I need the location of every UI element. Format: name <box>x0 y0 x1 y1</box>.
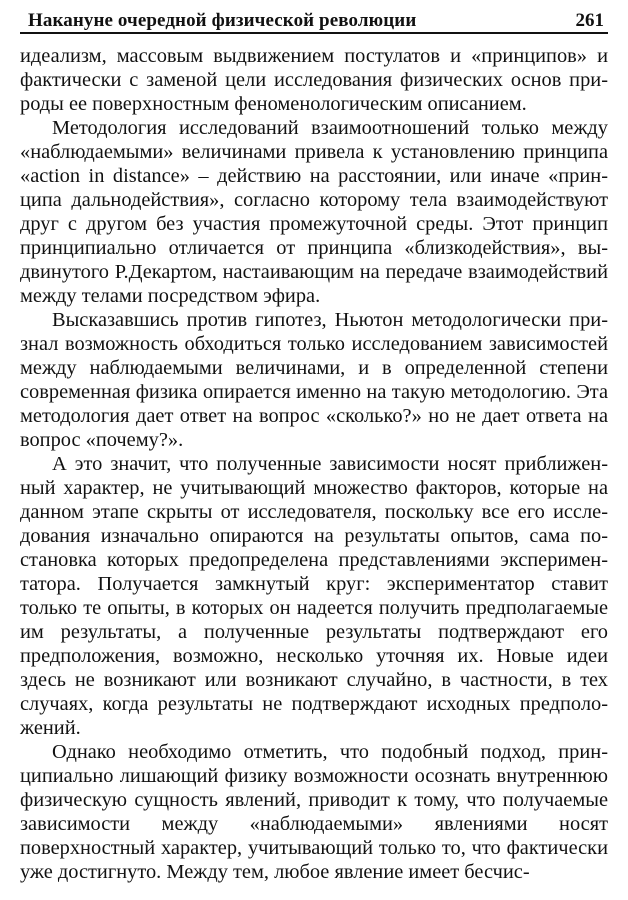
paragraph-continued: идеализм, массовым выдвижением постулатов и «принципов» и фактически с заменой цели исследования физических основ природы ее поверхностным феноменологическим описанием. <box>20 45 608 115</box>
paragraph: Однако необходимо отметить, что подобный подход, принципиально лишающий физику возможности осознать внутреннюю физическую сущность явлений, приводит к тому, что получаемые зависимости между «наблюдаемыми» явлениями носят поверхностный характер, учитывающий только то, что фактически уже достигнуто. Между тем, любое явление имеет бесчис- <box>20 741 608 883</box>
running-title: Накануне очередной физической революции <box>28 10 417 31</box>
paragraph: Методология исследований взаимоотношений только между «наблюдаемыми» величинами привела к установлению принципа «action in distance» – действию на расстоянии, или иначе «принципа дальнодействия», согласно которому тела взаимодействуют друг с другом без участия промежуточной среды. Этот принцип принципиально отличается от принципа «близкодействия», выдвинутого Р.Декартом, настаивающим на передаче взаимодействий между телами посредством эфира. <box>20 117 608 307</box>
body-text <box>20 44 608 884</box>
page-number: 261 <box>575 10 604 31</box>
paragraph: Высказавшись против гипотез, Ньютон методологически признал возможность обходиться только исследованием зависимостей между наблюдаемыми величинами, и в определенной степени современная физика опирается именно на такую методологию. Эта методология дает ответ на вопрос «сколько?» но не дает ответа на вопрос «почему?». <box>20 309 608 451</box>
running-header <box>20 8 608 34</box>
paragraph: А это значит, что полученные зависимости носят приближенный характер, не учитывающий множество факторов, которые на данном этапе скрыты от исследователя, поскольку все его исследования изначально опираются на результаты опытов, сама постановка которых предопределена представлениями экспериментатора. Получается замкнутый круг: экспериментатор ставит только те опыты, в которых он надеется получить предполагаемые им результаты, а полученные результаты подтверждают его предположения, возможно, несколько уточняя их. Новые идеи здесь не возникают или возникают случайно, в частности, в тех случаях, когда результаты не подтверждают исходных предположений. <box>20 453 608 739</box>
